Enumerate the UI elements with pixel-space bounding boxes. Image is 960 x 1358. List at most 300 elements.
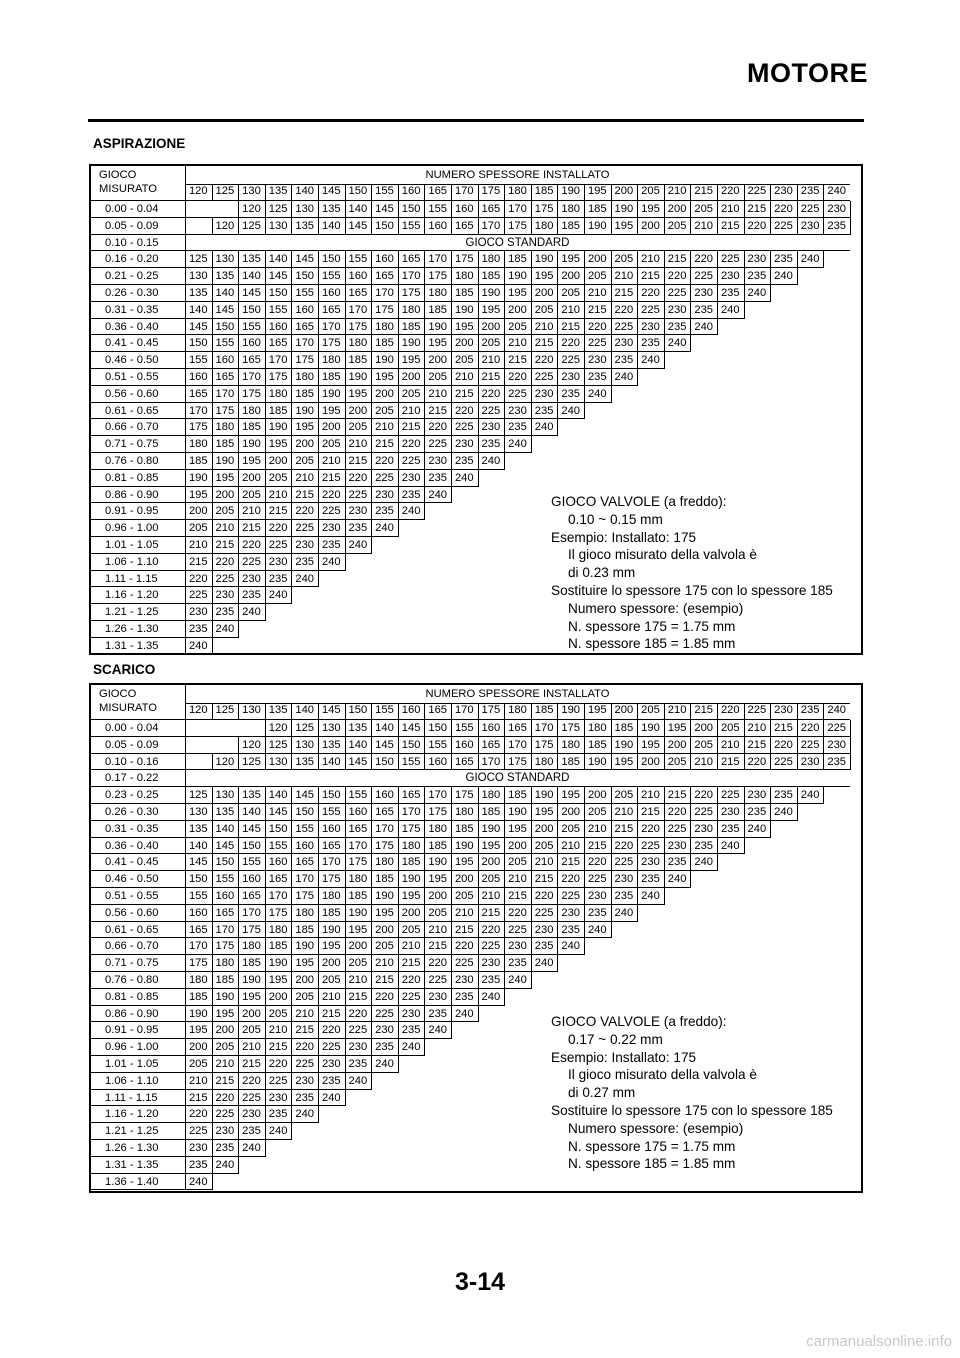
standard-clearance-label: GIOCO STANDARD <box>465 772 570 785</box>
grid-line <box>345 1022 346 1039</box>
grid-line <box>398 821 399 838</box>
grid-line <box>291 268 292 285</box>
replacement-shim-value: 215 <box>641 270 660 283</box>
replacement-shim-value: 185 <box>188 455 208 467</box>
measured-clearance-range: 0.61 - 0.65 <box>105 404 159 417</box>
grid-line <box>212 1140 213 1157</box>
grid-line <box>504 436 505 453</box>
replacement-shim-value: 170 <box>215 923 235 936</box>
grid-line <box>265 604 266 621</box>
grid-line <box>371 386 372 403</box>
grid-line <box>611 302 612 319</box>
replacement-shim-value: 230 <box>827 203 847 215</box>
replacement-shim-value: 200 <box>295 974 315 986</box>
replacement-shim-value: 200 <box>188 1041 208 1054</box>
grid-line <box>238 1006 239 1023</box>
grid-line <box>611 184 612 201</box>
grid-line <box>265 754 266 771</box>
standard-clearance-label: GIOCO STANDARD <box>465 236 570 249</box>
installed-shim-header: NUMERO SPESSORE INSTALLATO <box>425 169 610 181</box>
replacement-shim-value: 190 <box>401 873 421 886</box>
replacement-shim-value: 195 <box>188 488 208 501</box>
grid-line <box>557 871 558 888</box>
replacement-shim-value: 240 <box>295 1108 315 1121</box>
grid-line <box>611 285 612 302</box>
measured-clearance-range: 0.26 - 0.30 <box>105 287 159 299</box>
replacement-shim-value: 205 <box>401 923 421 936</box>
replacement-shim-value: 135 <box>321 738 341 751</box>
replacement-shim-value: 125 <box>295 722 315 734</box>
grid-line <box>291 922 292 939</box>
replacement-shim-value: 195 <box>348 923 368 936</box>
replacement-shim-value: 215 <box>375 438 394 451</box>
grid-line <box>717 720 718 737</box>
shim-column-header: 195 <box>587 185 607 197</box>
grid-line <box>584 218 585 235</box>
grid-line <box>531 888 532 905</box>
grid-line <box>265 888 266 905</box>
grid-line <box>424 403 425 420</box>
grid-line <box>424 251 425 268</box>
grid-line <box>185 351 690 352</box>
grid-line <box>664 302 665 319</box>
replacement-shim-value: 205 <box>321 438 341 451</box>
replacement-shim-value: 150 <box>268 287 288 299</box>
grid-line <box>212 251 213 268</box>
replacement-shim-value: 220 <box>747 755 767 768</box>
grid-line <box>717 804 718 821</box>
grid-line <box>451 218 452 235</box>
replacement-shim-value: 220 <box>561 873 581 886</box>
replacement-shim-value: 170 <box>508 203 527 215</box>
replacement-shim-value: 235 <box>454 990 474 1003</box>
grid-line <box>265 487 266 504</box>
replacement-shim-value: 170 <box>508 738 527 751</box>
grid-line <box>91 1021 185 1022</box>
replacement-shim-value: 185 <box>614 722 634 734</box>
replacement-shim-value: 230 <box>508 940 527 953</box>
grid-line <box>91 736 185 737</box>
grid-line <box>91 234 185 235</box>
grid-line <box>291 386 292 403</box>
grid-line <box>850 754 851 771</box>
replacement-shim-value: 165 <box>242 354 261 367</box>
replacement-shim-value: 200 <box>481 320 501 333</box>
grid-line <box>478 720 479 737</box>
grid-line <box>664 335 665 352</box>
replacement-shim-value: 210 <box>534 320 554 333</box>
replacement-shim-value: 210 <box>614 806 634 818</box>
replacement-shim-value: 240 <box>508 974 527 986</box>
grid-line <box>371 720 372 737</box>
replacement-shim-value: 150 <box>188 873 208 886</box>
grid-line <box>185 251 186 268</box>
grid-line <box>212 537 213 554</box>
replacement-shim-value: 195 <box>268 438 288 451</box>
grid-line <box>664 720 665 737</box>
replacement-shim-value: 195 <box>295 421 315 434</box>
replacement-shim-value: 225 <box>774 755 793 768</box>
grid-line <box>212 1039 213 1056</box>
replacement-shim-value: 220 <box>428 421 448 434</box>
grid-line <box>637 854 638 871</box>
replacement-shim-value: 130 <box>295 738 315 751</box>
grid-line <box>371 1006 372 1023</box>
replacement-shim-value: 220 <box>534 354 554 367</box>
replacement-shim-value: 215 <box>321 1007 341 1020</box>
replacement-shim-value: 220 <box>667 270 687 283</box>
grid-line <box>238 703 239 720</box>
replacement-shim-value: 170 <box>188 404 208 417</box>
measured-clearance-range: 0.81 - 0.85 <box>105 471 159 484</box>
shim-column-header: 210 <box>667 704 687 716</box>
grid-line <box>504 854 505 871</box>
grid-line <box>265 352 266 369</box>
grid-line <box>291 218 292 235</box>
grid-line <box>398 938 399 955</box>
grid-line <box>664 201 665 218</box>
replacement-shim-value: 215 <box>481 371 501 383</box>
replacement-shim-value: 170 <box>534 722 554 734</box>
grid-line <box>185 234 212 235</box>
measured-clearance-range: 0.16 - 0.20 <box>105 253 159 266</box>
measured-clearance-range: 0.10 - 0.15 <box>105 236 159 249</box>
replacement-shim-value: 205 <box>454 890 474 902</box>
grid-line <box>318 754 319 771</box>
replacement-shim-value: 215 <box>295 1024 315 1037</box>
grid-line <box>371 838 372 855</box>
grid-line <box>584 804 585 821</box>
grid-line <box>504 251 505 268</box>
replacement-shim-value: 195 <box>215 1007 235 1020</box>
grid-line <box>664 888 665 905</box>
grid-line <box>451 737 452 754</box>
grid-line <box>91 1189 185 1190</box>
replacement-shim-value: 230 <box>321 1058 341 1070</box>
grid-line <box>185 403 186 420</box>
grid-line <box>398 503 399 520</box>
replacement-shim-value: 225 <box>242 1091 261 1104</box>
grid-line <box>291 1073 292 1090</box>
replacement-shim-value: 205 <box>534 303 554 316</box>
measured-clearance-header-line1: GIOCO <box>99 688 137 700</box>
grid-line <box>91 1089 185 1090</box>
replacement-shim-value: 180 <box>375 856 394 869</box>
replacement-shim-value: 240 <box>428 1024 448 1037</box>
grid-line <box>318 804 319 821</box>
grid-line <box>91 586 185 587</box>
grid-line <box>212 938 213 955</box>
grid-line <box>212 1056 213 1073</box>
grid-line <box>185 418 584 419</box>
grid-line <box>265 989 266 1006</box>
replacement-shim-value: 170 <box>481 755 501 768</box>
grid-line <box>717 201 718 218</box>
grid-line <box>557 938 558 955</box>
replacement-shim-value: 195 <box>454 856 474 869</box>
replacement-shim-value: 215 <box>747 738 767 751</box>
grid-line <box>504 888 505 905</box>
replacement-shim-value: 225 <box>614 320 634 333</box>
grid-line <box>584 737 585 754</box>
grid-line <box>238 1073 239 1090</box>
replacement-shim-value: 205 <box>587 270 607 283</box>
replacement-shim-value: 155 <box>215 873 235 886</box>
grid-line <box>265 838 266 855</box>
grid-line <box>238 184 239 201</box>
grid-line <box>345 537 346 554</box>
grid-line <box>398 453 399 470</box>
grid-line <box>318 453 319 470</box>
replacement-shim-value: 125 <box>268 738 288 751</box>
replacement-shim-value: 240 <box>747 822 767 835</box>
grid-line <box>823 787 824 804</box>
replacement-shim-value: 225 <box>401 455 421 467</box>
shim-column-header: 155 <box>375 704 394 716</box>
grid-line <box>185 1089 371 1090</box>
replacement-shim-value: 225 <box>188 589 208 602</box>
grid-line <box>504 754 505 771</box>
note-line: di 0.27 mm <box>568 1085 636 1101</box>
grid-line <box>398 419 399 436</box>
grid-line <box>744 201 745 218</box>
replacement-shim-value: 240 <box>774 270 793 283</box>
grid-line <box>345 804 346 821</box>
grid-line <box>478 453 479 470</box>
replacement-shim-value: 220 <box>614 303 634 316</box>
shim-column-header: 160 <box>401 704 421 716</box>
grid-line <box>238 821 239 838</box>
replacement-shim-value: 170 <box>215 387 235 400</box>
grid-line <box>318 888 319 905</box>
replacement-shim-value: 160 <box>295 303 315 316</box>
replacement-shim-value: 190 <box>348 371 368 383</box>
grid-line <box>478 201 479 218</box>
replacement-shim-value: 225 <box>188 1125 208 1138</box>
grid-line <box>345 218 346 235</box>
grid-line <box>265 319 266 336</box>
grid-line <box>611 754 612 771</box>
grid-line <box>478 251 479 268</box>
grid-line <box>611 251 612 268</box>
grid-line <box>611 821 612 838</box>
grid-line <box>265 419 266 436</box>
grid-line <box>557 888 558 905</box>
grid-line <box>664 754 665 771</box>
replacement-shim-value: 210 <box>428 923 448 936</box>
replacement-shim-value: 225 <box>827 722 847 734</box>
replacement-shim-value: 190 <box>481 287 501 299</box>
replacement-shim-value: 205 <box>454 354 474 367</box>
replacement-shim-value: 185 <box>375 873 394 886</box>
grid-line <box>345 720 346 737</box>
measured-clearance-range: 0.05 - 0.09 <box>105 219 159 232</box>
grid-line <box>690 821 691 838</box>
note-line: 0.17 ~ 0.22 mm <box>568 1031 663 1047</box>
replacement-shim-value: 175 <box>508 755 527 768</box>
grid-line <box>345 436 346 453</box>
grid-line <box>664 871 665 888</box>
grid-line <box>637 754 638 771</box>
grid-line <box>637 319 638 336</box>
replacement-shim-value: 230 <box>454 438 474 451</box>
replacement-shim-value: 195 <box>428 337 448 350</box>
grid-line <box>478 419 479 436</box>
replacement-shim-value: 225 <box>454 421 474 434</box>
shim-column-header: 190 <box>561 185 581 197</box>
replacement-shim-value: 215 <box>720 219 740 232</box>
replacement-shim-value: 230 <box>188 1142 208 1154</box>
replacement-shim-value: 235 <box>587 371 607 383</box>
replacement-shim-value: 165 <box>401 789 421 802</box>
grid-line <box>345 184 346 201</box>
replacement-shim-value: 180 <box>321 354 341 367</box>
grid-line <box>531 703 532 720</box>
grid-line <box>451 838 452 855</box>
grid-line <box>265 520 266 537</box>
grid-line <box>531 737 532 754</box>
replacement-shim-value: 205 <box>667 219 687 232</box>
shim-column-header: 200 <box>614 185 634 197</box>
replacement-shim-value: 125 <box>188 789 208 802</box>
grid-line <box>744 821 745 838</box>
replacement-shim-value: 150 <box>215 320 235 333</box>
grid-line <box>531 403 532 420</box>
grid-line <box>690 218 691 235</box>
replacement-shim-value: 235 <box>428 471 448 484</box>
replacement-shim-value: 160 <box>375 253 394 266</box>
grid-line <box>478 352 479 369</box>
replacement-shim-value: 230 <box>428 455 448 467</box>
replacement-shim-value: 225 <box>481 404 501 417</box>
replacement-shim-value: 170 <box>321 856 341 869</box>
grid-line <box>557 804 558 821</box>
replacement-shim-value: 190 <box>348 906 368 919</box>
grid-line <box>371 938 372 955</box>
grid-line <box>531 184 532 201</box>
replacement-shim-value: 185 <box>268 940 288 953</box>
replacement-shim-value: 195 <box>188 1024 208 1037</box>
replacement-shim-value: 195 <box>614 755 634 768</box>
replacement-shim-value: 225 <box>534 906 554 919</box>
grid-line <box>744 302 745 319</box>
grid-line <box>478 703 479 720</box>
grid-line <box>91 435 185 436</box>
grid-line <box>451 436 452 453</box>
grid-line <box>238 621 239 638</box>
replacement-shim-value: 205 <box>508 856 527 869</box>
grid-line <box>91 988 185 989</box>
grid-line <box>371 972 372 989</box>
replacement-shim-value: 230 <box>641 856 660 869</box>
grid-line <box>318 989 319 1006</box>
replacement-shim-value: 195 <box>508 287 527 299</box>
replacement-shim-value: 200 <box>561 270 581 283</box>
grid-line <box>91 637 185 638</box>
replacement-shim-value: 225 <box>508 387 527 400</box>
replacement-shim-value: 140 <box>242 806 261 818</box>
grid-line <box>91 1038 185 1039</box>
replacement-shim-value: 230 <box>401 1007 421 1020</box>
grid-line <box>611 335 612 352</box>
grid-line <box>318 369 319 386</box>
grid-line <box>637 352 638 369</box>
grid-line <box>318 922 319 939</box>
grid-line <box>637 888 638 905</box>
grid-line <box>238 938 239 955</box>
grid-line <box>478 972 479 989</box>
measured-clearance-range: 0.66 - 0.70 <box>105 940 159 953</box>
note-line: Numero spessore: (esempio) <box>568 600 744 616</box>
page-number: 3-14 <box>454 1268 506 1296</box>
shim-column-header: 175 <box>481 704 501 716</box>
replacement-shim-value: 240 <box>242 606 261 619</box>
replacement-shim-value: 225 <box>641 303 660 316</box>
replacement-shim-value: 150 <box>401 738 421 751</box>
replacement-shim-value: 240 <box>561 940 581 953</box>
replacement-shim-value: 230 <box>534 387 554 400</box>
replacement-shim-value: 140 <box>215 822 235 835</box>
grid-line <box>291 201 292 218</box>
grid-line <box>212 470 213 487</box>
replacement-shim-value: 240 <box>215 1158 235 1171</box>
grid-line <box>531 251 532 268</box>
grid-line <box>398 285 399 302</box>
replacement-shim-value: 225 <box>800 738 820 751</box>
grid-line <box>238 302 239 319</box>
note-line: GIOCO VALVOLE (a freddo): <box>551 1014 727 1029</box>
grid-line <box>424 436 425 453</box>
replacement-shim-value: 200 <box>587 253 607 266</box>
grid-line <box>212 218 213 235</box>
grid-line <box>185 352 186 369</box>
replacement-shim-value: 215 <box>720 755 740 768</box>
replacement-shim-value: 165 <box>481 203 501 215</box>
replacement-shim-value: 240 <box>454 1007 474 1020</box>
replacement-shim-value: 190 <box>454 839 474 852</box>
grid-line <box>637 787 638 804</box>
grid-line <box>318 520 319 537</box>
grid-line <box>185 453 186 470</box>
grid-line <box>584 787 585 804</box>
replacement-shim-value: 235 <box>321 539 341 551</box>
replacement-shim-value: 240 <box>534 421 554 434</box>
grid-line <box>238 955 239 972</box>
replacement-shim-value: 235 <box>774 253 793 266</box>
replacement-shim-value: 215 <box>587 839 607 852</box>
replacement-shim-value: 140 <box>268 253 288 266</box>
replacement-shim-value: 230 <box>375 488 394 501</box>
grid-line <box>185 166 186 201</box>
grid-line <box>531 720 532 737</box>
grid-line <box>451 268 452 285</box>
replacement-shim-value: 200 <box>268 455 288 467</box>
grid-line <box>238 905 239 922</box>
grid-line <box>345 989 346 1006</box>
grid-line <box>265 1022 266 1039</box>
grid-line <box>504 972 505 989</box>
grid-line <box>318 554 319 571</box>
grid-line <box>212 403 213 420</box>
replacement-shim-value: 195 <box>348 387 368 400</box>
grid-line <box>212 419 213 436</box>
replacement-shim-value: 190 <box>428 856 448 869</box>
grid-line <box>265 302 266 319</box>
grid-line <box>238 453 239 470</box>
replacement-shim-value: 225 <box>694 270 714 283</box>
replacement-shim-value: 220 <box>215 555 235 568</box>
replacement-shim-value: 235 <box>215 1142 235 1154</box>
